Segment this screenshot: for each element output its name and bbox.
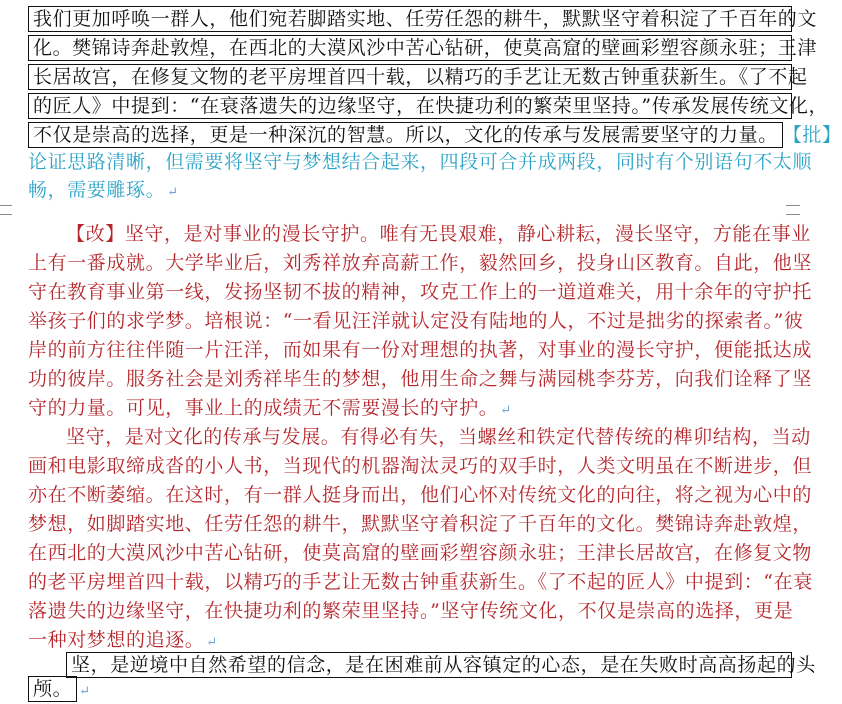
revision-p2-line-5: 在西北的大漠风沙中苦心钻研，使莫高窟的壁画彩塑容颜永驻；王津长居故宫，在修复文物 — [28, 542, 813, 564]
revision-p1-line-2: 上有一番成就。大学毕业后，刘秀祥放弃高薪工作，毅然回乡，投身山区教育。自此，他坚 — [28, 252, 813, 274]
comment-line-1: 论证思路清晰，但需要将坚守与梦想结合起来，四段可合并成两段，同时有个别语句不太顺 — [28, 151, 813, 173]
revision-p1-line-7: 守的力量。可见，事业上的成绩无不需要漫长的守护。 — [28, 397, 499, 419]
paragraph-mark-icon: ↵ — [206, 635, 218, 650]
paragraph-mark-icon: ↵ — [167, 185, 179, 200]
top-line-4: 的匠人》中提到：“在衰落遗失的边缘坚守，在快捷功利的繁荣里坚持。”传承发展传统文化， — [28, 93, 792, 119]
revision-p2-line-6: 的老平房埋首四十载，以精巧的手艺让无数古钟重获新生。《了不起的匠人》中提到：“在衰 — [28, 571, 813, 593]
page-break-mark-left — [0, 205, 12, 206]
comment-line-2: 畅，需要雕琢。 — [28, 179, 166, 201]
top-line-5: 不仅是崇高的选择，更是一种深沉的智慧。所以，文化的传承与发展需要坚守的力量。 — [28, 122, 783, 148]
revision-p1-line-6: 功的彼岸。服务社会是刘秀祥毕生的梦想，他用生命之舞与满园桃李芬芳，向我们诠释了坚 — [28, 368, 813, 390]
revision-p2-line-8: 一种对梦想的追逐。 — [28, 629, 205, 651]
page-break-mark-left-2 — [0, 214, 12, 215]
revision-tag: 【改】 — [66, 223, 125, 245]
revision-p2-line-4: 梦想，如脚踏实地、任劳任怨的耕牛，默默坚守着积淀了千百年的文化。樊锦诗奔赴敦煌， — [28, 513, 813, 535]
top-line-2: 化。樊锦诗奔赴敦煌，在西北的大漠风沙中苦心钻研，使莫高窟的壁画彩塑容颜永驻；王津 — [28, 35, 792, 61]
revision-p1-line-1-row — [28, 222, 830, 246]
revision-p1-line-5: 岸的前方往往伴随一片汪洋，而如果有一份对理想的执著，对事业的漫长守护，便能抵达成 — [28, 339, 813, 361]
comment-line-2-row — [28, 178, 792, 205]
paragraph-mark-icon: ↵ — [79, 684, 91, 699]
comment-tag: 【批】 — [782, 124, 842, 146]
bottom-line-1: 坚，是逆境中自然希望的信念，是在困难前从容镇定的心态，是在失败时高高扬起的头 — [66, 652, 792, 678]
revision-p2-line-8-row — [28, 628, 792, 655]
page-break-mark-right — [786, 205, 800, 206]
revision-p1-line-7-row — [28, 396, 792, 423]
top-line-1: 我们更加呼唤一群人，他们宛若脚踏实地、任劳任怨的耕牛，默默坚守着积淀了千百年的文 — [28, 6, 792, 32]
bottom-line-2: 颅。 — [28, 676, 77, 702]
top-line-5-row — [28, 122, 842, 148]
bottom-line-2-row — [28, 676, 792, 704]
revision-p2-line-3: 亦在不断萎缩。在这时，有一群人挺身而出，他们心怀对传统文化的向往，将之视为心中的 — [28, 484, 813, 506]
revision-p1-line-3: 守在教育事业第一线，发扬坚韧不拔的精神，攻克工作上的一道道难关，用十余年的守护托 — [28, 281, 813, 303]
paragraph-mark-icon: ↵ — [500, 403, 512, 418]
revision-p2-line-1: 坚守，是对文化的传承与发展。有得必有失，当螺丝和铁定代替传统的榫卯结构，当动 — [66, 426, 811, 448]
revision-p1-line-1: 坚守，是对事业的漫长守护。唯有无畏艰难，静心耕耘，漫长坚守，方能在事业 — [124, 223, 811, 245]
revision-p2-line-2: 画和电影取缔成沓的小人书，当现代的机器淘汰灵巧的双手时，人类文明虽在不断进步，但 — [28, 455, 813, 477]
top-line-3: 长居故宫，在修复文物的老平房埋首四十载，以精巧的手艺让无数古钟重获新生。《了不起 — [28, 64, 792, 90]
revision-p2-line-7: 落遗失的边缘坚守，在快捷功利的繁荣里坚持。”坚守传统文化，不仅是崇高的选择，更是 — [28, 600, 794, 622]
revision-p1-line-4: 举孩子们的求学梦。培根说：“一看见汪洋就认定没有陆地的人，不过是拙劣的探索者。”彼 — [28, 310, 804, 332]
page-break-mark-right-2 — [786, 214, 800, 215]
